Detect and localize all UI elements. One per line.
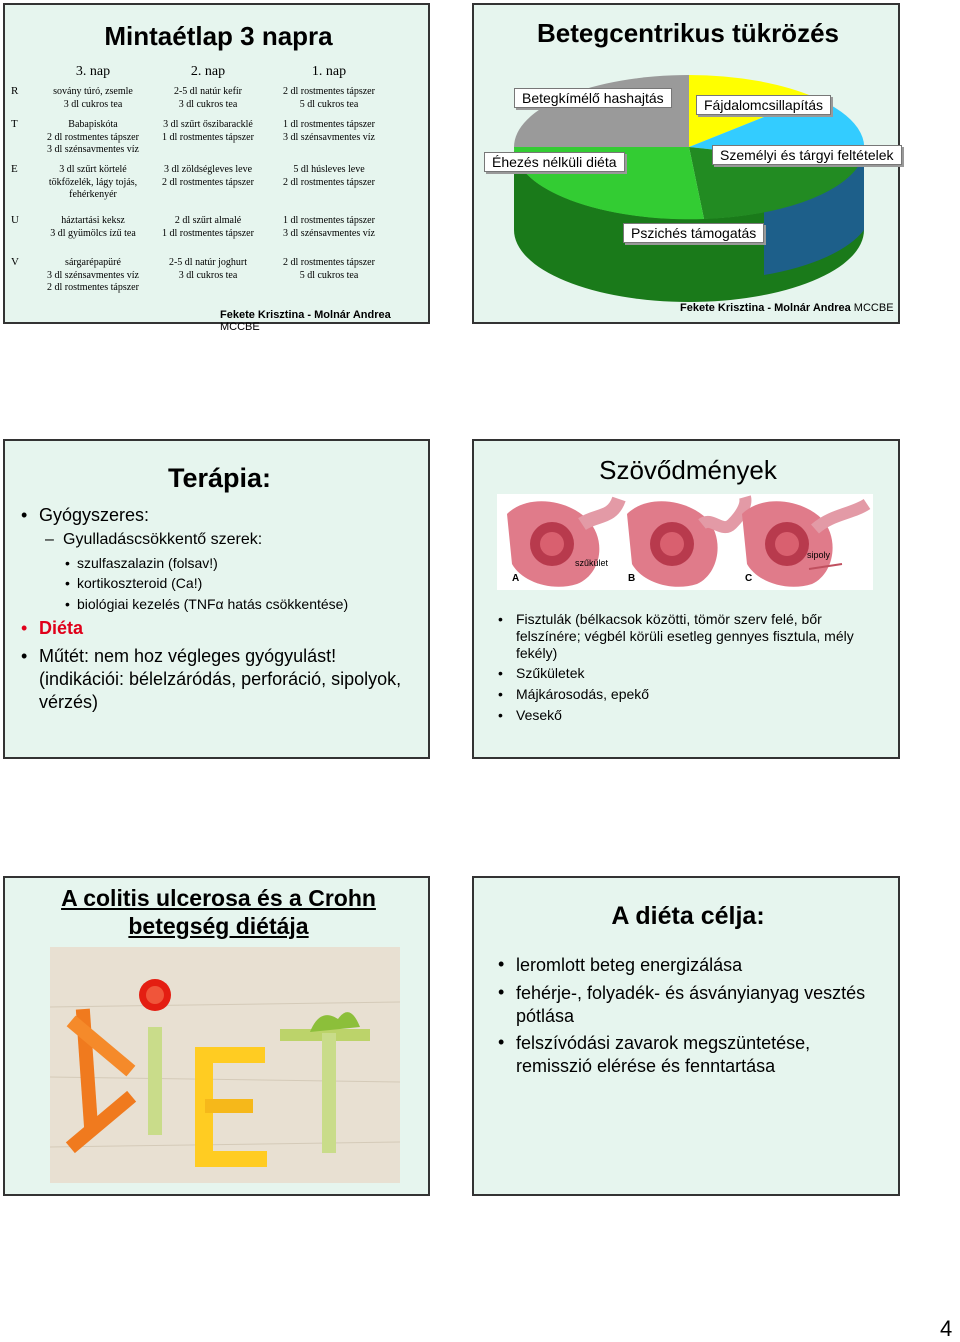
title-line: A colitis ulcerosa és a Crohn — [61, 885, 376, 911]
drug-item: szulfaszalazin (folsav!) — [77, 555, 218, 571]
day-header: 3. nap — [75, 64, 111, 79]
bullet-dot: • — [21, 505, 28, 525]
complication-item: Vesekő — [516, 707, 562, 723]
meal-cell: 2-5 dl natúr kefír 3 dl cukros tea — [173, 86, 243, 110]
bullet-dot: • — [498, 611, 503, 627]
panel-label: B — [628, 573, 636, 584]
bullet-dot: • — [498, 686, 503, 702]
page-number: 4 — [940, 1316, 953, 1341]
dash: – — [45, 531, 54, 548]
slide-therapy — [3, 439, 430, 759]
complication-item: Májkárosodás, epekő — [516, 686, 650, 702]
meal-cell: 3 dl szűrt őszibaracklé 1 dl rostmentes tápszer — [162, 119, 254, 143]
bullet-dot: • — [65, 575, 70, 591]
note-stricture: szűkület — [575, 558, 609, 568]
meal-row-label: T — [11, 118, 18, 130]
bullet-dot: • — [65, 555, 70, 571]
goal-item: fehérje-, folyadék- és ásványianyag vesztés pótlása — [516, 983, 866, 1026]
bullet-medication: Gyógyszeres: — [39, 505, 150, 525]
drug-item: biológiai kezelés (TNFα hatás csökkentése) — [77, 596, 349, 612]
pie-label: Személyi és tárgyi feltételek — [712, 145, 902, 165]
bullet-dot: • — [498, 982, 505, 1002]
credit-org: MCCBE — [850, 302, 894, 314]
pie-slice-gray — [514, 75, 689, 147]
bullet-dot: • — [498, 707, 503, 723]
drug-item: kortikoszteroid (Ca!) — [77, 575, 203, 591]
bullet-diet: Diéta — [39, 618, 84, 638]
credit — [220, 309, 428, 333]
meal-row-label: U — [11, 214, 19, 226]
pie-label: Pszichés támogatás — [623, 223, 764, 243]
meal-cell: sovány túró, zsemle 3 dl cukros tea — [53, 86, 133, 110]
meal-cell: 2-5 dl natúr joghurt 3 dl cukros tea — [168, 257, 248, 281]
meal-cell: sárgarépapüré 3 dl szénsavmentes víz 2 dl rostmentes tápszer — [47, 257, 139, 293]
slide-complications — [472, 439, 900, 759]
slide-title — [5, 884, 432, 940]
bullet-surgery: Műtét: nem hoz végleges gyógyulást! — [39, 646, 337, 666]
meal-row-label: V — [11, 256, 19, 268]
meal-cell: 3 dl zöldségleves leve 2 dl rostmentes tápszer — [162, 164, 254, 188]
meal-cell: 5 dl húsleves leve 2 dl rostmentes tápszer — [283, 164, 375, 188]
bullet-dot: • — [498, 665, 503, 681]
meal-cell: 1 dl rostmentes tápszer 3 dl szénsavmentes víz — [283, 119, 375, 143]
note-fistula: sipoly — [807, 550, 831, 560]
bullet-dot: • — [21, 646, 28, 666]
credit-authors: Fekete Krisztina - Molnár Andrea — [220, 309, 391, 321]
complication-item: Szűkületek — [516, 665, 585, 681]
complications-illustration — [497, 494, 873, 590]
bullet-dot: • — [498, 954, 505, 974]
sub-anti-inflammatory: Gyulladáscsökkentő szerek: — [63, 531, 263, 548]
pie-label: Fájdalomcsillapítás — [696, 95, 831, 115]
credit — [680, 302, 894, 314]
goal-item: felszívódási zavarok megszüntetése, remisszió elérése és fenntartása — [516, 1033, 811, 1076]
meal-cell: 3 dl szűrt körtelé tökfőzelék, lágy tojás, fehérkenyér — [48, 164, 138, 200]
slide-patient-centered — [472, 3, 900, 324]
title-line: betegség diétája — [128, 913, 309, 939]
bullet-dot: • — [498, 1032, 505, 1052]
slide-title: Mintaétlap 3 napra — [104, 21, 333, 51]
credit-authors: Fekete Krisztina - Molnár Andrea — [680, 302, 851, 314]
day-header: 2. nap — [190, 64, 226, 79]
bullet-dot: • — [65, 596, 70, 612]
surgery-indications-cont: vérzés) — [39, 692, 99, 712]
slide-title: Szövődmények — [599, 455, 777, 485]
meal-row-label: R — [11, 85, 19, 97]
panel-label: A — [512, 573, 520, 584]
panel-label: C — [745, 573, 753, 584]
celery — [148, 1027, 162, 1135]
slide-meal-plan — [3, 3, 430, 333]
pie-label: Éhezés nélküli diéta — [484, 152, 625, 172]
goal-item: leromlott beteg energizálása — [516, 955, 743, 975]
diet-vegetables-image — [50, 947, 400, 1183]
meal-cell: 1 dl rostmentes tápszer 3 dl szénsavmentes víz — [283, 215, 375, 239]
meal-cell: Babapiskóta 2 dl rostmentes tápszer 3 dl szénsavmentes víz — [47, 119, 139, 155]
meal-cell: 2 dl rostmentes tápszer 5 dl cukros tea — [283, 86, 375, 110]
meal-row-label: E — [11, 163, 18, 175]
slide-diet-goals — [472, 876, 900, 1196]
pie-label: Betegkímélő hashajtás — [514, 88, 672, 108]
bullet-dot: • — [21, 618, 28, 638]
meal-cell: 2 dl rostmentes tápszer 5 dl cukros tea — [283, 257, 375, 281]
slide-title: A diéta célja: — [611, 902, 765, 930]
credit-org: MCCBE — [220, 321, 260, 333]
surgery-indications: (indikációi: bélelzáródás, perforáció, sipolyok, — [39, 669, 402, 689]
meal-cell: 2 dl szűrt almalé 1 dl rostmentes tápszer — [162, 215, 254, 239]
slide-title: Terápia: — [168, 463, 272, 493]
slide-title: Betegcentrikus tükrözés — [537, 18, 839, 48]
slide-diet-title — [3, 876, 430, 1196]
complication-item: Fisztulák (bélkacsok közötti, tömör szerv felé, bőr felszínére; végbél körüli esetleg gennyes fisztula, mély fekély) — [516, 611, 854, 661]
day-header: 1. nap — [311, 64, 347, 79]
meal-cell: háztartási keksz 3 dl gyümölcs ízű tea — [50, 215, 136, 239]
